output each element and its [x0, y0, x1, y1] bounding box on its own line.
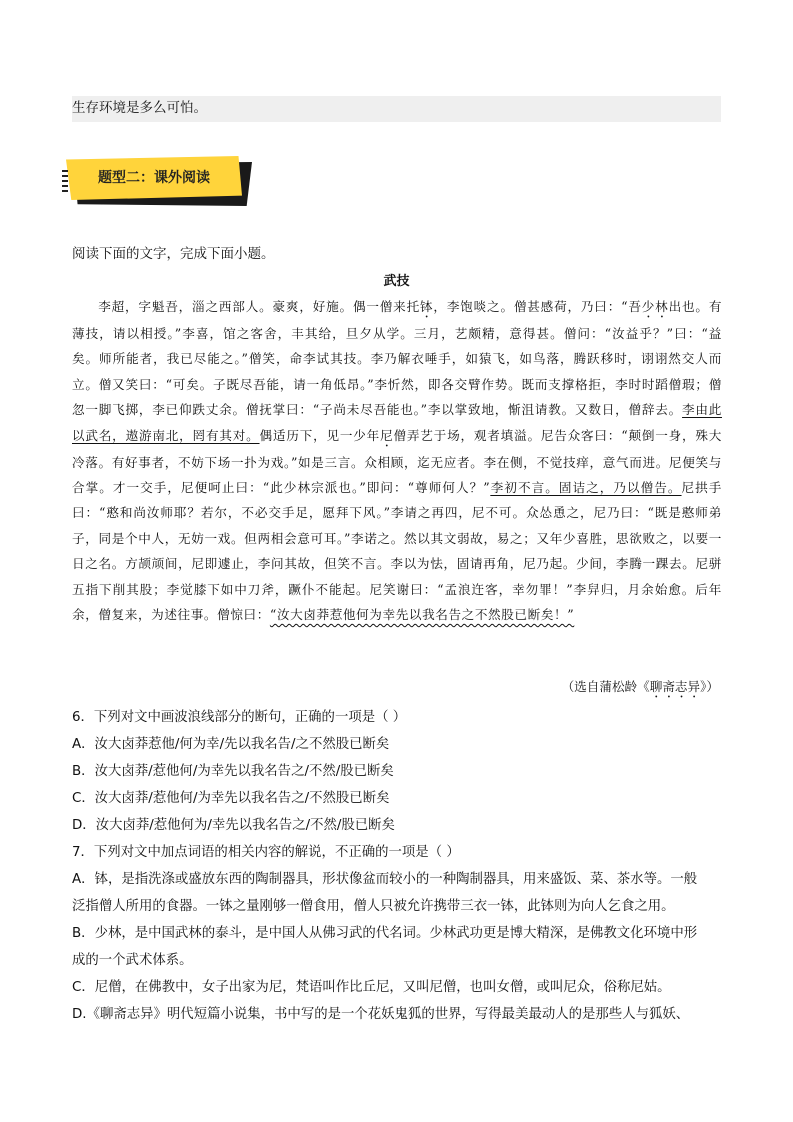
option-a: A．汝大卤莽惹他/何为幸/先以我名告/之不然股已断矣: [72, 737, 390, 752]
option-d: D．汝大卤莽/惹他何为/幸先以我名告之/不然/股已断矣: [72, 818, 395, 833]
option-c: C．汝大卤莽/惹他何/为幸先以我名告之/不然股已断矣: [72, 791, 390, 806]
passage-text: 偶适历下，见一少年: [259, 427, 381, 443]
question-stem: 7．下列对文中加点词语的相关内容的解说，不正确的一项是（ ）: [72, 845, 460, 860]
option-a-line-2: 泛指僧人所用的食器。一钵之量刚够一僧食用，僧人只被允许携带三衣一钵，此钵则为向人乞食之用。: [72, 899, 675, 914]
passage-text: 僧弄艺于场，观者填溢。尼告众客曰：“颠倒一身，殊大冷落。有好事者，不妨下场一扑为戏。”如是三言。众相顾，迄无应者。李在侧，不觉技痒，意气而进。尼便笑与合掌。才一交手，尼便呵止曰：“此少林宗派也。”即问：“尊师何人？”: [72, 427, 723, 496]
option-a-line-1: A．钵，是指洗涤或盛放东西的陶制器具，形状像盆而较小的一种陶制器具，用来盛饭、菜、茶水等。一般: [72, 872, 698, 887]
source-book-title: 聊斋志异: [649, 679, 701, 694]
passage-body: [72, 294, 722, 627]
wavy-underlined-sentence: “汝大卤莽惹他何为幸先以我名告之不然股已断矣！”: [269, 607, 575, 623]
passage-source: [562, 676, 719, 701]
source-suffix: 》）: [700, 679, 719, 694]
passage-text: 出也。有薄技，请以相授。”李喜，馆之客舍，丰其给，旦夕从学。三月，艺颇精，意得甚。僧问：“汝益乎？”曰：“益矣。师所能者，我已尽能之。”僧笑，命李试其技。李乃解衣唾手，如猿飞，如鸟落，腾跃移时，诩诩然交人而立。僧又笑曰：“可矣。子既尽吾能，请一角低昂。”李忻然，即各交臂作势。既而支撑格拒，李时时蹈僧瑕；僧忽一脚飞掷，李已仰跌丈余。僧抚掌曰：“子尚未尽吾能也。”李以掌致地，惭沮请教。又数日，僧辞去。: [72, 299, 723, 418]
underlined-sentence-2: 李初不言。固诘之，乃以僧告。: [490, 480, 682, 496]
dotted-word-ni: 尼: [380, 427, 394, 443]
option-d: D.《聊斋志异》明代短篇小说集，书中写的是一个花妖鬼狐的世界，写得最美最动人的是那些人与狐妖、: [72, 1007, 690, 1022]
section-title: 题型二：课外阅读: [98, 170, 210, 186]
question-6: [72, 704, 724, 839]
passage-text: ，李饱啖之。僧甚感荷，乃曰：“吾: [433, 299, 642, 314]
question-7: [72, 839, 724, 1028]
passage-text: 尼拱手曰：“憨和尚汝师耶？若尔，不必交手足，愿拜下风。”李请之再四，尼不可。众怂恿之，尼乃曰：“既是憨师弟子，同是个中人，无妨一戏。但两相会意可耳。”李诺之。然以其文弱故，易之；又年少喜胜，思欲败之，以要一日之名。方颉颃间，尼即遽止，李问其故，但笑不言。李以为怯，固请再角，尼乃起。少间，李腾一踝去。尼骈五指下削其股；李觉膝下如中刀斧，蹶仆不能起。尼笑谢曰：“孟浪迕客，幸勿罪！”李舁归，月余始愈。后年余，僧复来，为述往事。僧惊曰：: [72, 480, 722, 623]
option-b: B．汝大卤莽/惹他何/为幸先以我名告之/不然/股已断矣: [72, 764, 394, 779]
dotted-word-bo: 钵: [419, 299, 434, 314]
passage-text: 李超，字魁吾，淄之西部人。豪爽，好施。偶一僧来托: [98, 299, 420, 314]
passage-title: 武技: [383, 274, 410, 289]
option-c: C．尼僧，在佛教中，女子出家为尼，梵语叫作比丘尼，又叫尼僧，也叫女僧，或叫尼众，俗称尼姑。: [72, 980, 671, 995]
option-b-line-2: 成的一个武术体系。: [72, 953, 193, 968]
section-banner: [66, 156, 252, 206]
previous-answer-text: 生存环境是多么可怕。: [72, 100, 207, 116]
question-stem: 6．下列对文中画波浪线部分的断句，正确的一项是（ ）: [72, 710, 407, 725]
option-b-line-1: B．少林，是中国武林的泰斗，是中国人从佛习武的代名词。少林武功更是博大精深，是佛教文化环境中形: [72, 926, 698, 941]
dotted-word-shaolin: 少林: [641, 299, 669, 314]
underlined-sentence-1: 李由此以武名，遨游南北，罔有其对。: [72, 402, 722, 443]
source-prefix: （选自蒲松龄《: [561, 679, 650, 694]
instruction-text: 阅读下面的文字，完成下面小题。: [72, 246, 275, 262]
